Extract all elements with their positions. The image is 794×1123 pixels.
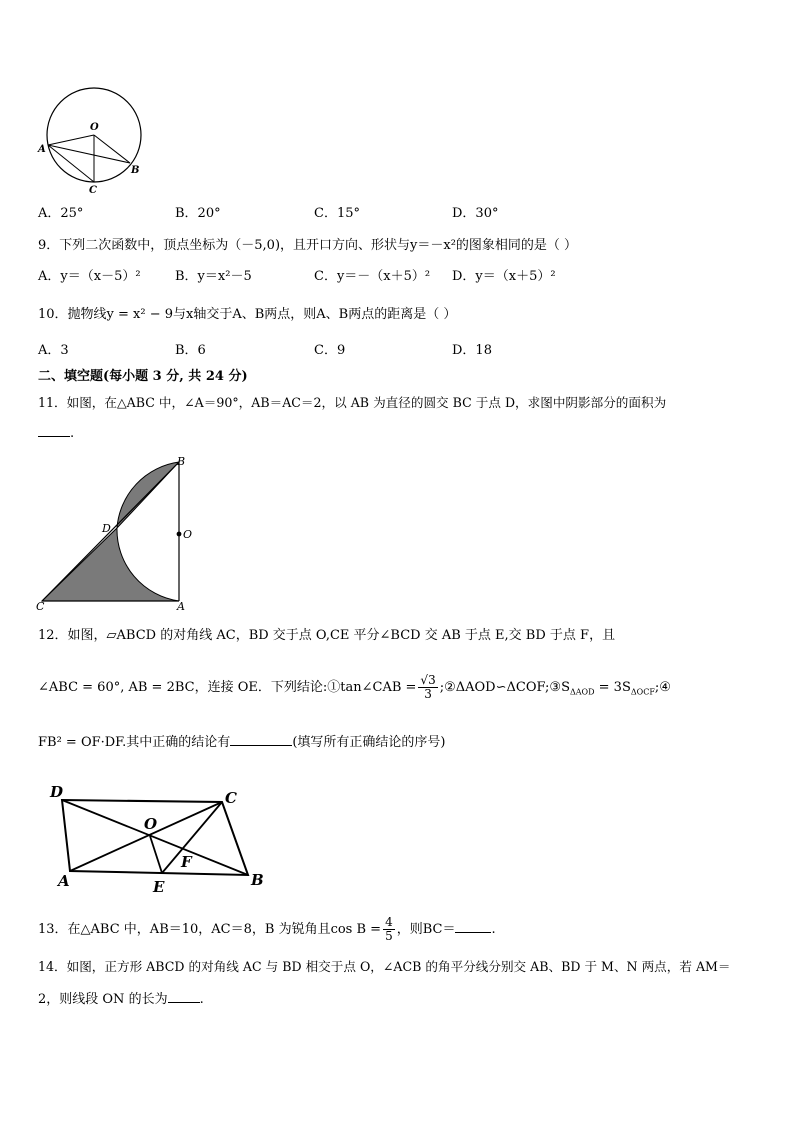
q13-frac-den: 5: [385, 929, 393, 943]
q11-shaded-lower: [42, 528, 179, 601]
q12-line2-c: = 3S: [594, 680, 631, 695]
q12-label-f: F: [181, 853, 192, 871]
q12-label-o: O: [144, 815, 158, 833]
q14-tail: .: [199, 992, 204, 1007]
q14-line2-text: 2，则线段 ON 的长为: [38, 992, 168, 1007]
q12-segment-ce: [162, 802, 222, 873]
q12-line2-a: ∠ABC = 60°, AB = 2BC，连接 OE．下列结论:①tan∠CAB =: [38, 680, 417, 695]
q8-label-o: O: [90, 122, 99, 133]
q12-line2-d: ;④: [654, 680, 671, 695]
q13-tail: .: [491, 922, 496, 937]
q12-sub1: ΔAOD: [569, 687, 595, 697]
q13-pre: 13．在△ABC 中，AB＝10，AC＝8，B 为锐角且cos B =: [38, 922, 382, 937]
q12-label-d: D: [50, 783, 64, 801]
q13-line: [38, 912, 496, 948]
q12-line2-b: ;②ΔAOD∽ΔCOF;③S: [439, 680, 570, 695]
q11-figure: [32, 452, 202, 614]
q8-option-d: D．30°: [452, 206, 499, 221]
q11-center-point: [177, 532, 182, 537]
q8-circle-figure: [32, 85, 152, 195]
q8-label-b: B: [131, 165, 140, 176]
q12-label-a: A: [58, 872, 70, 890]
q12-frac-den: 3: [424, 687, 432, 701]
q12-line1: 12．如图，▱ABCD 的对角线 AC，BD 交于点 O,CE 平分∠BCD 交 AB 于点 E,交 BD 于点 F，且: [38, 628, 616, 643]
q12-label-b: B: [251, 871, 264, 889]
q13-blank[interactable]: [455, 920, 491, 933]
q13-frac-num: 4: [385, 915, 393, 929]
q8-segment-oa: [48, 135, 94, 145]
q12-diagonal-bd: [62, 800, 248, 875]
q8-option-a: A．25°: [38, 206, 84, 221]
q12-fraction: [418, 674, 437, 701]
q11-label-o: O: [183, 528, 193, 541]
q12-line3-a: FB² = OF·DF.其中正确的结论有: [38, 735, 231, 750]
section-heading: 二、填空题(每小题 3 分, 共 24 分): [38, 369, 248, 384]
q12-line2: [38, 670, 671, 711]
q9-option-d: D．y＝（x＋5）²: [452, 269, 556, 284]
q8-label-c: C: [89, 185, 97, 195]
q11-label-c: C: [36, 600, 45, 613]
q10-option-c: C．9: [314, 343, 346, 358]
q10-option-b: B．6: [175, 343, 206, 358]
q9-stem: 9．下列二次函数中，顶点坐标为（－5,0)，且开口方向、形状与y＝－x²的图象相同的是（ ）: [38, 238, 578, 253]
q14-blank[interactable]: [168, 990, 200, 1003]
q8-option-c: C．15°: [314, 206, 360, 221]
q10-option-a: A．3: [38, 343, 69, 358]
q14-line1: 14．如图，正方形 ABCD 的对角线 AC 与 BD 相交于点 O，∠ACB 的角平分线分别交 AB、BD 于 M、N 两点，若 AM＝: [38, 959, 731, 974]
q12-line3: [38, 733, 445, 752]
q12-line3-b: (填写所有正确结论的序号): [292, 735, 446, 750]
q9-option-a: A．y＝（x－5）²: [38, 269, 141, 284]
q12-segment-oe: [150, 836, 162, 873]
q12-frac-num: √3: [420, 673, 436, 687]
q14-line2: [38, 990, 204, 1009]
q11-blank[interactable]: [38, 424, 70, 437]
q12-sub2: ΔOCF: [630, 687, 655, 697]
q11-answer-line: [38, 424, 74, 443]
q11-label-a: A: [177, 600, 185, 613]
q12-figure: [40, 778, 280, 900]
q11-label-d: D: [102, 522, 111, 535]
q8-label-a: A: [38, 144, 46, 155]
q13-post: ，则BC＝: [396, 922, 456, 937]
q12-label-c: C: [225, 789, 237, 807]
q9-option-c: C．y＝－（x＋5）²: [314, 269, 431, 284]
q12-label-e: E: [153, 878, 165, 896]
q10-option-d: D．18: [452, 343, 492, 358]
q10-stem: 10．抛物线y = x² − 9与x轴交于A、B两点，则A、B两点的距离是（ ）: [38, 307, 457, 322]
q11-label-b: B: [177, 455, 186, 468]
q11-tail: .: [70, 426, 75, 441]
q9-option-b: B．y＝x²－5: [175, 269, 252, 284]
q12-blank[interactable]: [230, 733, 292, 746]
q8-option-b: B．20°: [175, 206, 221, 221]
q11-stem: 11．如图，在△ABC 中，∠A＝90°，AB＝AC＝2，以 AB 为直径的圆交 BC 于点 D，求图中阴影部分的面积为: [38, 395, 667, 410]
q13-fraction: [383, 916, 395, 943]
